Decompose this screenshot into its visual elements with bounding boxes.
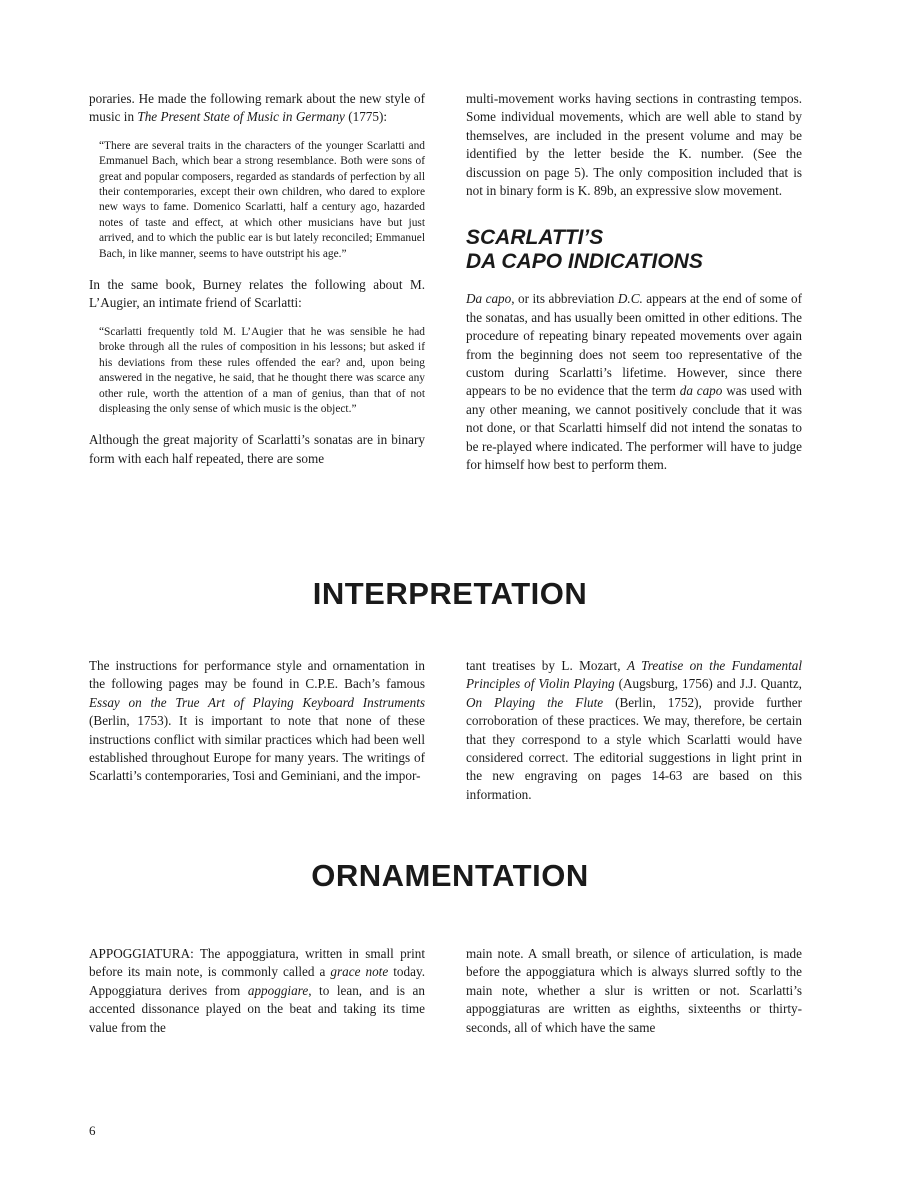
paragraph: main note. A small breath, or silence of articulation, is made before the appoggiatura which is always slurred softly to the main note, whether a slur is written or not. Scarlatti’s appoggiaturas are written as eighths, sixteenths or thirty-seconds, all of which have the same xyxy=(466,946,802,1035)
section-title-ornamentation: ORNAMENTATION xyxy=(311,858,589,893)
paragraph: In the same book, Burney relates the following about M. L’Augier, an intimate friend of Scarlatti: xyxy=(89,277,425,311)
paragraph: multi-movement works having sections in contrasting tempos. Some individual movements, which are well able to stand by themselves, are included in the present volume and may be identified by the letter beside the K. number. (See the discussion on page 5). The only composition included that is not in binary form is K. 89b, an expressive slow movement. xyxy=(466,91,802,199)
interpretation-right-column xyxy=(466,657,802,816)
top-left-column xyxy=(89,90,425,480)
paragraph: The instructions for performance style and ornamentation in the following pages may be found in C.P.E. Bach’s famous Essay on the True Art of Playing Keyboard Instruments (Berlin, 1753). It is important to note that none of these instructions conflict with similar practices which had been well established throughout Europe for many years. The writings of Scarlatti’s contemporaries, Tosi and Geminiani, and the impor- xyxy=(89,658,425,784)
page-number: 6 xyxy=(89,1123,96,1138)
section-title-interpretation: INTERPRETATION xyxy=(312,576,588,611)
ornamentation-right-column xyxy=(466,945,802,1049)
interpretation-left-column xyxy=(89,657,425,798)
ornamentation-left-column xyxy=(89,945,425,1049)
section-subheading: SCARLATTI’S DA CAPO INDICATIONS xyxy=(466,226,703,274)
paragraph: APPOGGIATURA: The appoggiatura, written in small print before its main note, is commonly called a grace note today. Appoggiatura derives from appoggiare, to lean, and is an accented dissonance played on the beat and taking its time value from the xyxy=(89,946,425,1035)
book-title: The Present State of Music in Germany xyxy=(137,109,345,125)
paragraph: tant treatises by L. Mozart, A Treatise on the Fundamental Principles of Violin Playing (Augsburg, 1756) and J.J. Quantz, On Playing the Flute (Berlin, 1752), provide further corroboration of these practices. We may, therefore, be certain that they correspond to a style which Scarlatti would have considered correct. The editorial suggestions in light print in the new engraving on pages 14-63 are based on this information. xyxy=(466,658,803,802)
paragraph: poraries. He made the following remark about the new style of music in The Present State of Music in Germany (1775): xyxy=(89,91,425,125)
paragraph: Although the great majority of Scarlatti’s sonatas are in binary form with each half repeated, there are some xyxy=(89,432,425,466)
block-quote: “Scarlatti frequently told M. L’Augier that he was sensible he had broke through all the rules of composition in his lessons; but asked if his deviations from these rules offended the ear? and, upon being answered in the negative, he said, that he thought there was scarce any other rule, worth the attention of a man of genius, than that of not displeasing the only sense of which music is the object.” xyxy=(99,325,425,415)
paragraph: Da capo, or its abbreviation D.C. appears at the end of some of the sonatas, and has usually been omitted in other editions. The procedure of repeating binary repeated movements over again from the beginning does not seem too representative of the custom during Scarlatti’s lifetime. However, since there appears to be no evidence that the term da capo was used with any other meaning, we cannot positively conclude that it was not done, or that Scarlatti himself did not intend the sonatas to be re-played where indicated. The performer will have to judge for himself how best to perform them. xyxy=(466,291,802,473)
block-quote: “There are several traits in the characters of the younger Scarlatti and Emmanuel Bach, which bear a strong resemblance. Both were sons of great and popular composers, regarded as standards of perfection by all their contemporaries, except their own children, who dared to explore new ways to fame. Domenico Scarlatti, half a century ago, hazarded notes of taste and effect, at which other musicians have but just arrived, and to which the public ear is but lately reconciled; Emmanuel Bach, in like manner, seems to have outstript his age.” xyxy=(99,139,425,260)
top-right-column xyxy=(466,90,802,487)
